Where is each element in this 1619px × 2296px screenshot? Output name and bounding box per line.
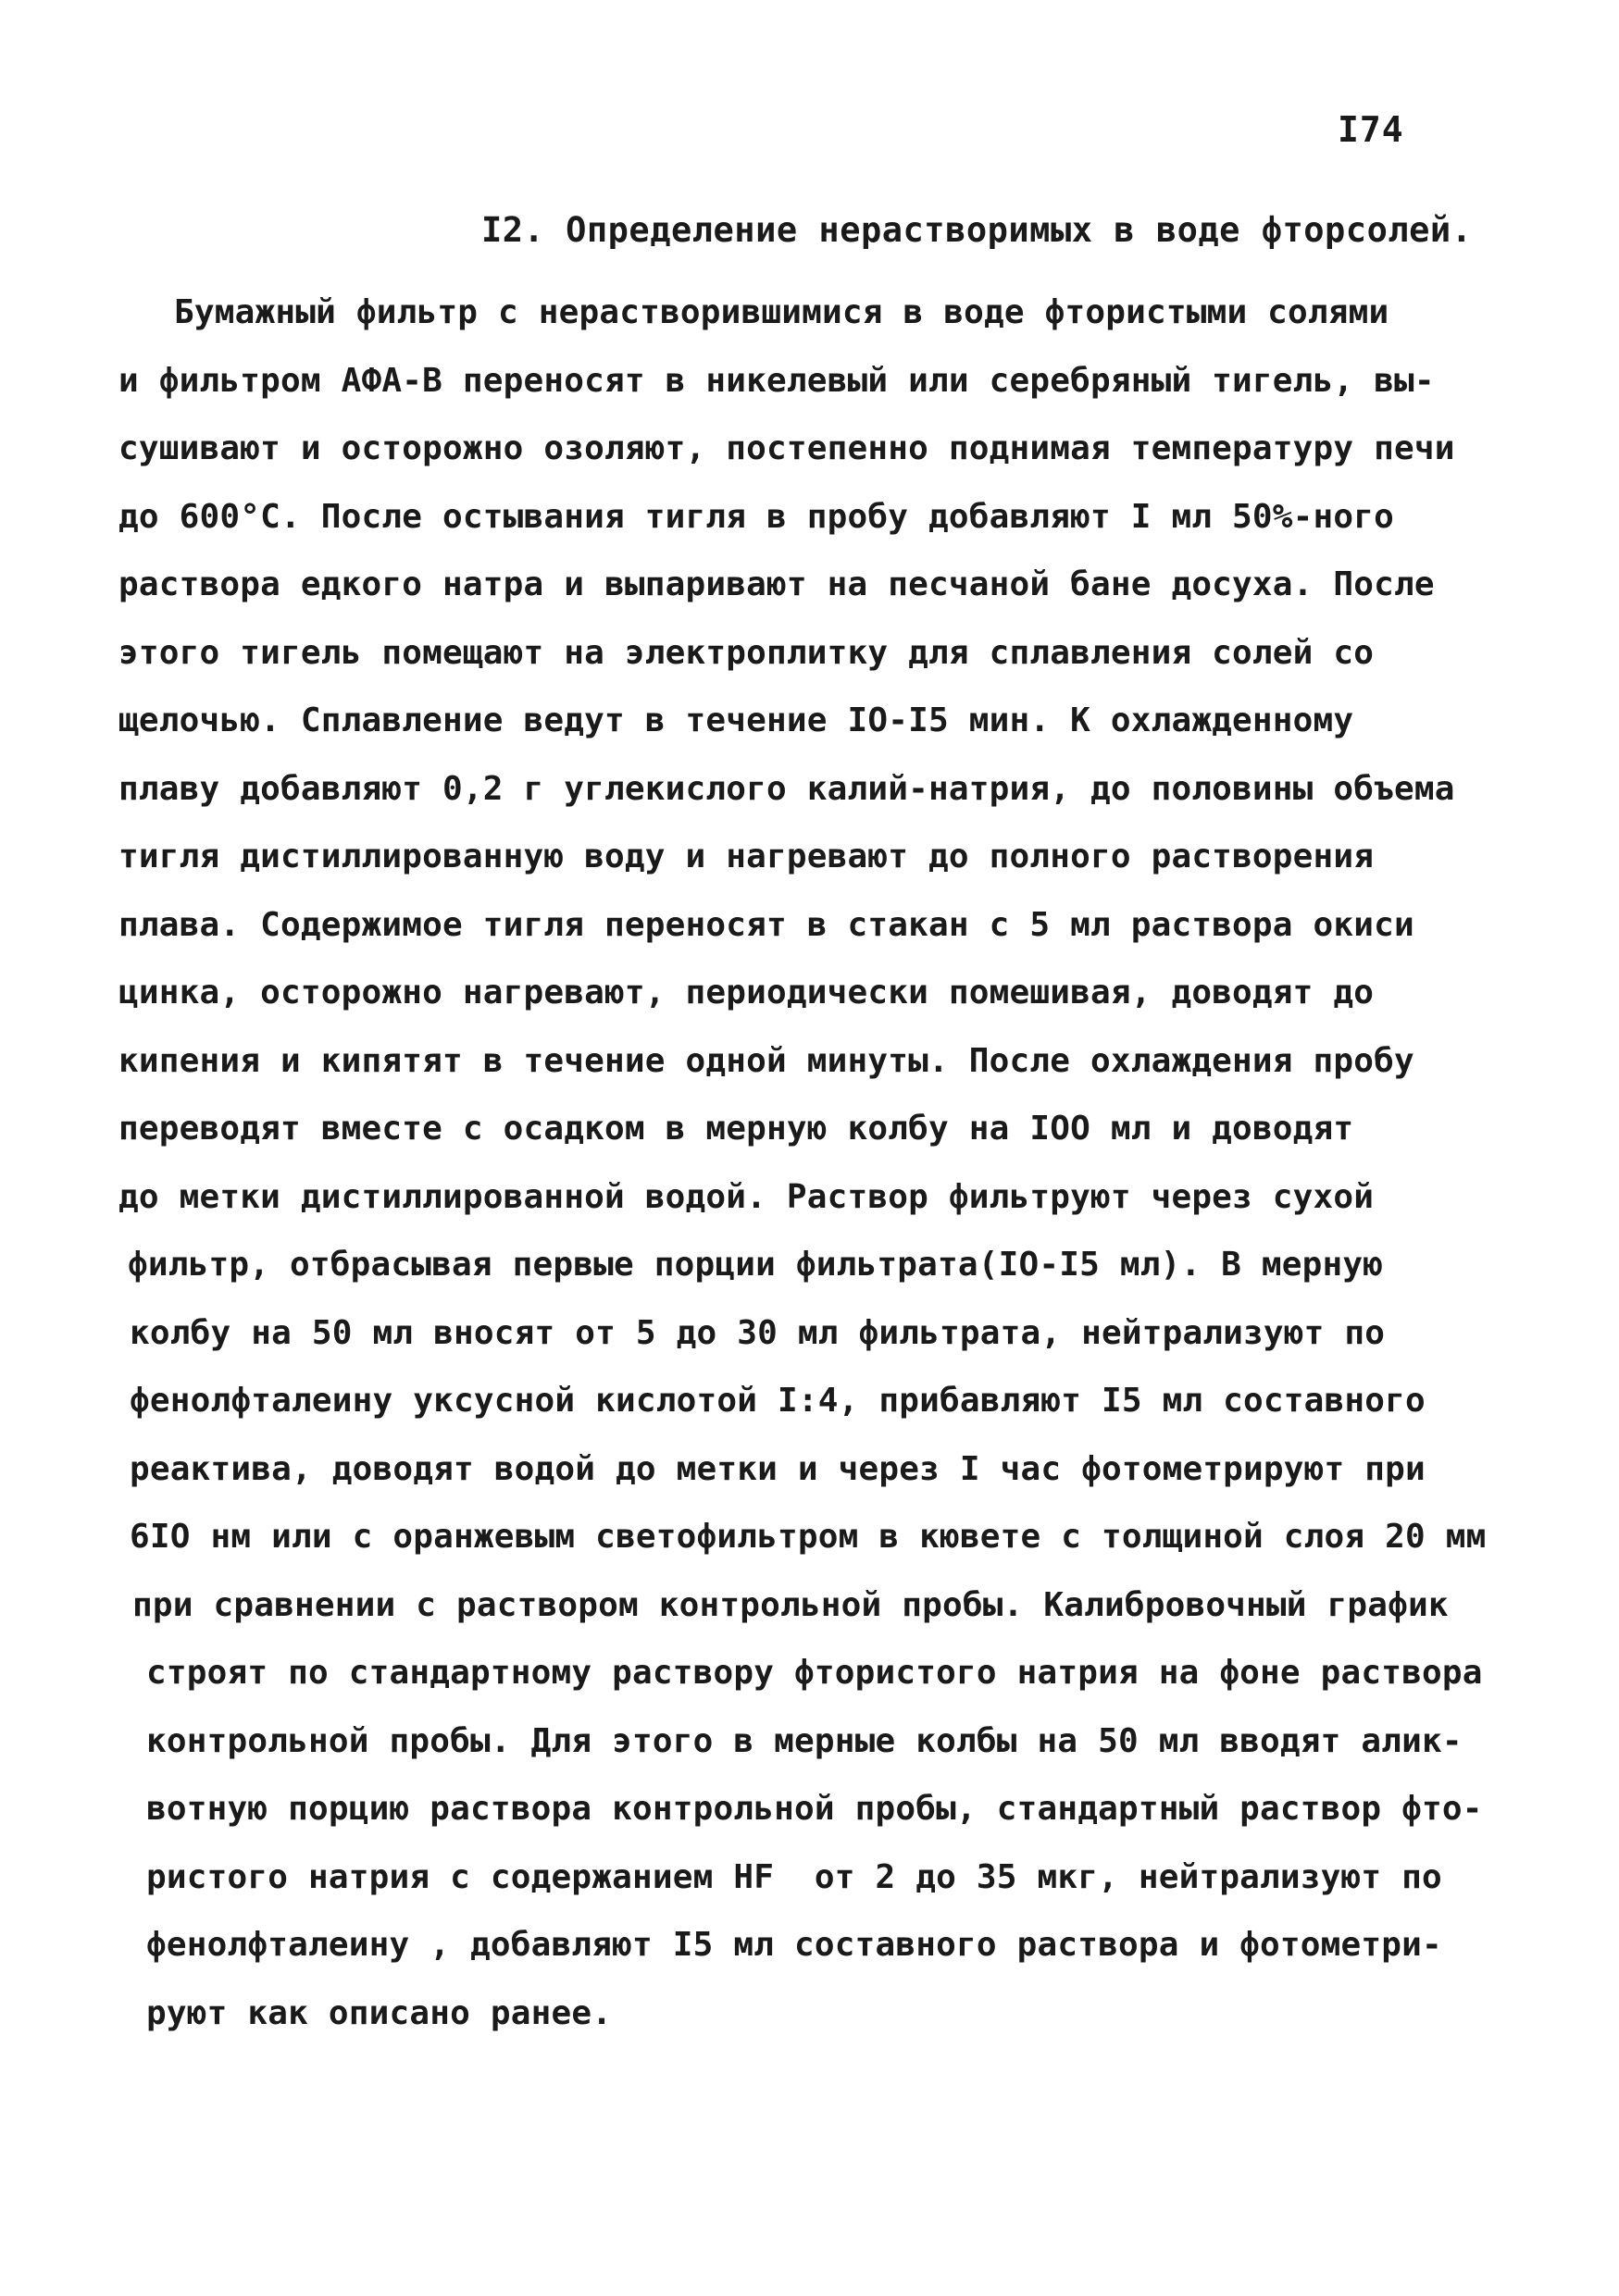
body-line: Бумажный фильтр с нерастворившимися в воде фтористыми солями	[174, 293, 1389, 331]
body-line: сушивают и осторожно озоляют, постепенно поднимая температуру печи	[118, 429, 1455, 467]
body-line: вотную порцию раствора контрольной пробы, стандартный раствор фто-	[146, 1790, 1483, 1828]
section-heading: I2. Определение нерастворимых в воде фторсолей.	[481, 210, 1473, 250]
body-line: реактива, доводят водой до метки и через I час фотометрируют при	[130, 1450, 1426, 1488]
body-line: и фильтром АФА-В переносят в никелевый или серебряный тигель, вы-	[118, 362, 1435, 400]
body-line: щелочью. Сплавление ведут в течение IO-I5 мин. К охлажденному	[118, 701, 1354, 739]
body-line: до 600°С. После остывания тигля в пробу добавляют I мл 50%-ного	[118, 498, 1395, 536]
body-line: руют как описано ранее.	[146, 1994, 613, 2032]
body-line: фенолфталеину , добавляют I5 мл составного раствора и фотометри-	[146, 1926, 1442, 1964]
body-line: до метки дистиллированной водой. Раствор фильтруют через сухой	[118, 1178, 1375, 1216]
body-line: фенолфталеину уксусной кислотой I:4, прибавляют I5 мл составного	[130, 1382, 1426, 1420]
body-line: раствора едкого натра и выпаривают на песчаной бане досуха. После	[118, 565, 1435, 603]
body-line: контрольной пробы. Для этого в мерные колбы на 50 мл вводят алик-	[146, 1722, 1463, 1760]
body-line: колбу на 50 мл вносят от 5 до 30 мл фильтрата, нейтрализуют по	[130, 1314, 1386, 1352]
body-line: этого тигель помещают на электроплитку для сплавления солей со	[118, 634, 1375, 672]
body-line: фильтр, отбрасывая первые порции фильтрата(IO-I5 мл). В мерную	[128, 1246, 1384, 1284]
body-line: плава. Содержимое тигля переносят в стакан с 5 мл раствора окиси	[118, 906, 1414, 944]
body-line: при сравнении с раствором контрольной пробы. Калибровочный график	[132, 1586, 1449, 1624]
body-line: ристого натрия с содержанием HF от 2 до 35 мкг, нейтрализуют по	[146, 1858, 1442, 1896]
body-line: переводят вместе с осадком в мерную колбу на IOO мл и доводят	[118, 1110, 1354, 1148]
body-line: 6IO нм или с оранжевым светофильтром в кювете с толщиной слоя 20 мм	[130, 1518, 1487, 1556]
body-line: плаву добавляют 0,2 г углекислого калий-натрия, до половины объема	[118, 770, 1455, 808]
body-line: кипения и кипятят в течение одной минуты. После охлаждения пробу	[118, 1042, 1414, 1080]
page-number: I74	[1338, 109, 1404, 150]
body-line: тигля дистиллированную воду и нагревают до полного растворения	[118, 838, 1375, 875]
body-line: строят по стандартному раствору фтористого натрия на фоне раствора	[146, 1654, 1483, 1692]
body-line: цинка, осторожно нагревают, периодически помешивая, доводят до	[118, 974, 1375, 1011]
